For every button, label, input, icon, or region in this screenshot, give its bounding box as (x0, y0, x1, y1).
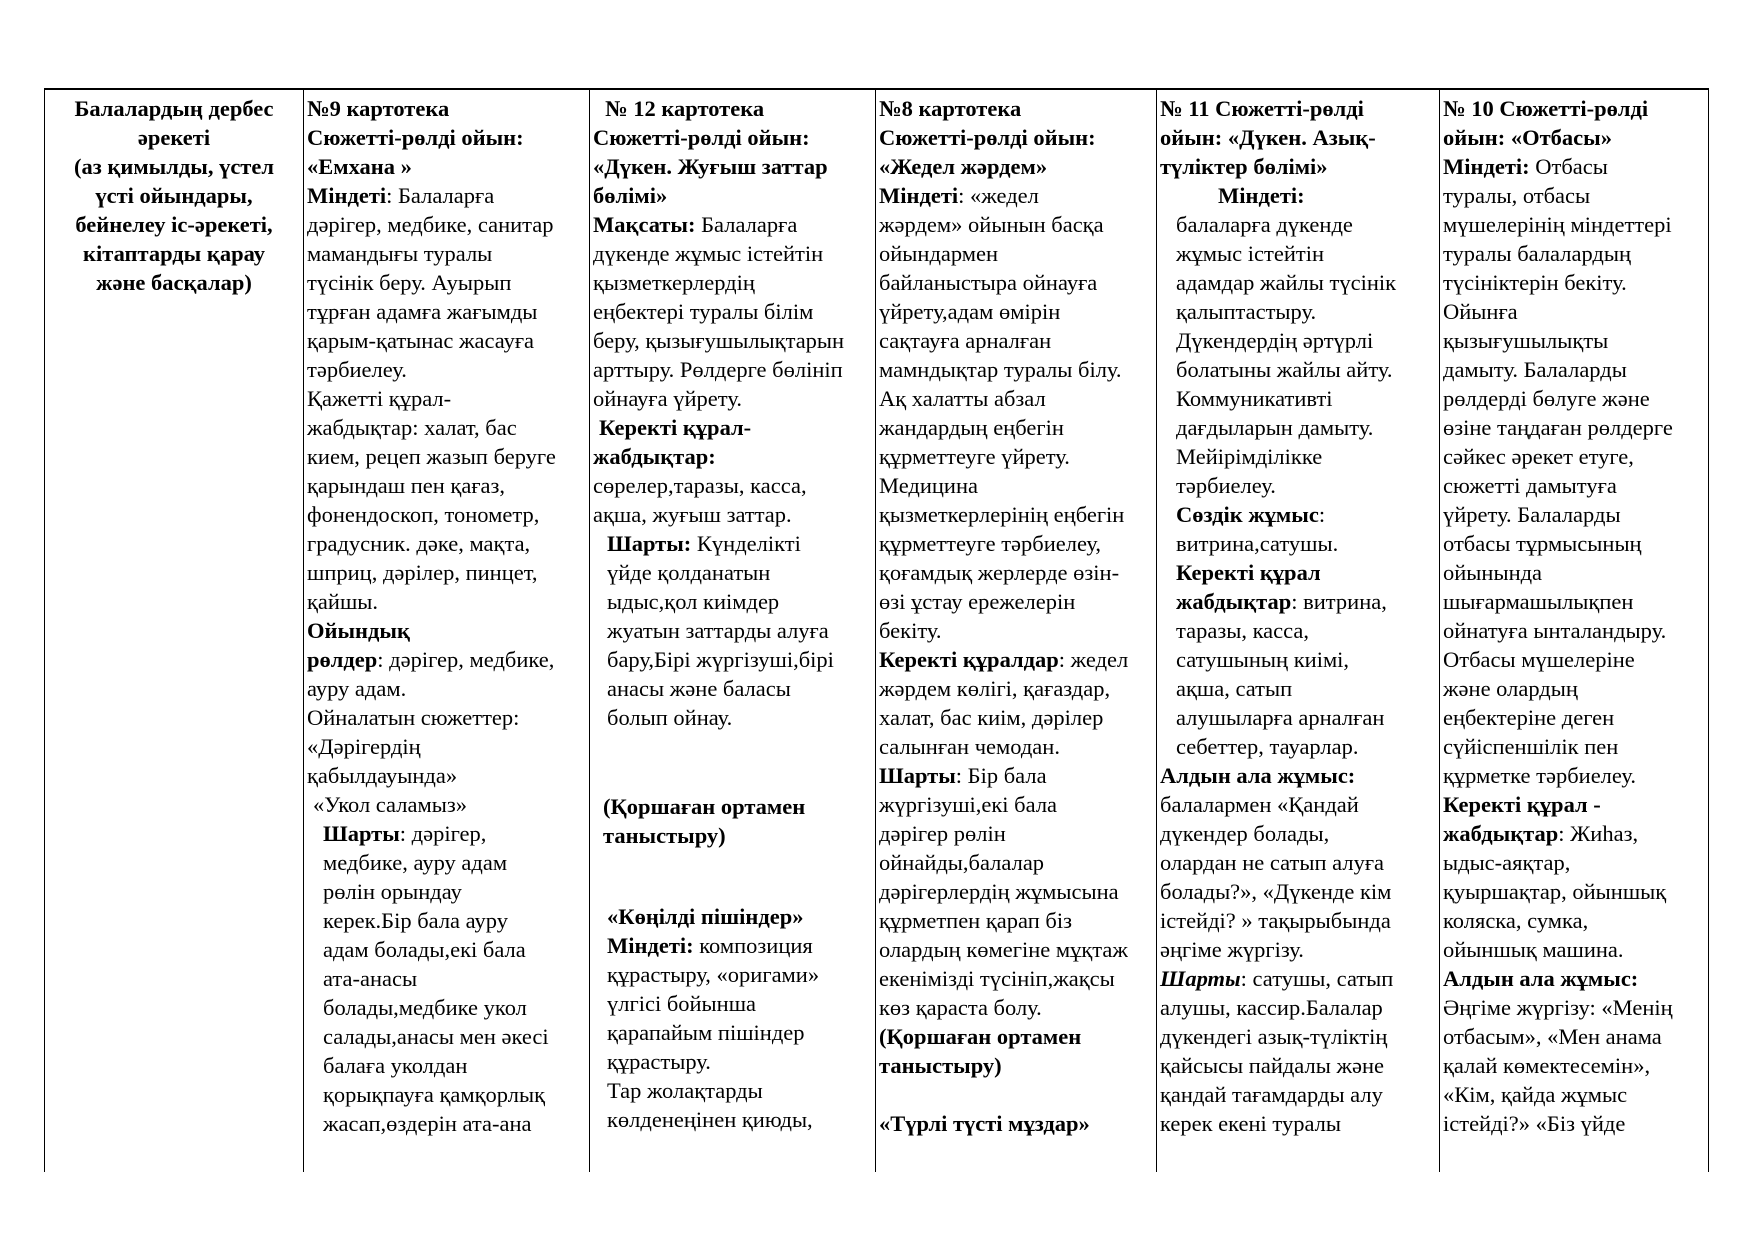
text-line: ойнатуға ынталандыру. (1443, 618, 1667, 643)
col1-line: (аз қимылды, үстел (74, 154, 274, 179)
section-label: (Қоршаған ортамен (879, 1024, 1082, 1049)
text-line: қорықпауға қамқорлық (323, 1082, 546, 1107)
text-line: дүкенде жұмыс істейтін (593, 241, 824, 266)
text-line: үйрету,адам өмірін (879, 299, 1061, 324)
text-line: «Укол саламыз» (313, 792, 467, 817)
text-line: сюжетті дамытуға (1443, 473, 1617, 498)
column-card-8 (875, 90, 1156, 1172)
text-line: : Балаларға (386, 183, 495, 208)
text-line: Тар жолақтарды (607, 1078, 763, 1103)
text-line: : витрина, (1291, 589, 1387, 614)
text-line: туралы, отбасы (1443, 183, 1591, 208)
equipment-label: Керекті құрал- (599, 415, 752, 440)
card-title: № 12 картотека (605, 96, 765, 121)
text-line: медбике, ауру адам (323, 850, 508, 875)
text-line: қызметкерлердің (593, 270, 755, 295)
text-line: түсінік беру. Ауырып (307, 270, 512, 295)
text-line: Ойналатын сюжеттер: (307, 705, 520, 730)
equipment-label: Керекті құрал (1176, 560, 1321, 585)
game-title: «Түрлі түсті мұздар» (879, 1111, 1090, 1136)
text-line: үйрету. Балаларды (1443, 502, 1621, 527)
game-name: түліктер бөлімі» (1160, 154, 1328, 179)
card-title: №9 картотека (307, 96, 450, 121)
text-line: Ойынға (1443, 299, 1518, 324)
card-subtitle: ойын: «Дүкен. Азық- (1160, 125, 1376, 150)
column-card-11 (1156, 90, 1439, 1172)
text-line: олардан не сатып алуға (1160, 850, 1385, 875)
col1-line: кітаптарды қарау (83, 241, 265, 266)
text-line: қайшы. (307, 589, 379, 614)
text-line: дәрігерлердің жұмысына (879, 879, 1119, 904)
text-line: сүйіспеншілік пен (1443, 734, 1619, 759)
text-line: шприц, дәрілер, пинцет, (307, 560, 538, 585)
text-line: сәйкес әрекет етуге, (1443, 444, 1634, 469)
text-line: түсініктерін бекіту. (1443, 270, 1627, 295)
text-line: екенімізді түсініп,жақсы (879, 966, 1115, 991)
text-line: Медицина (879, 473, 978, 498)
text-line: жуатын заттарды алуға (607, 618, 829, 643)
equipment-label: Керекті құрал - (1443, 792, 1601, 817)
text-line: қалай көмектесемін», (1443, 1053, 1651, 1078)
equipment-label: жабдықтар: (593, 444, 716, 469)
text-line: жұмыс істейтін (1176, 241, 1324, 266)
text-line: қайсысы пайдалы және (1160, 1053, 1385, 1078)
text-line: дүкендегі азық-түліктің (1160, 1024, 1388, 1049)
text-line: ақша, сатып (1176, 676, 1293, 701)
preparation-label: Алдын ала жұмыс: (1443, 966, 1639, 991)
text-line: дағдыларын дамыту. (1176, 415, 1374, 440)
text-line: салады,анасы мен әкесі (323, 1024, 549, 1049)
condition-label: Шарты (1160, 966, 1241, 991)
text-line: қызығушылықты (1443, 328, 1609, 353)
text-line: және олардың (1443, 676, 1578, 701)
text-line: Әңгіме жүргізу: «Менің (1443, 995, 1673, 1020)
text-line: жандардың еңбегін (879, 415, 1064, 440)
text-line: мамндықтар туралы білу. (879, 357, 1122, 382)
text-line: керек.Бір бала ауру (323, 908, 508, 933)
text-line: дүкендер болады, (1160, 821, 1330, 846)
text-line: : жедел (1058, 647, 1129, 672)
text-line: алушыларға арналған (1176, 705, 1385, 730)
text-line: қарапайым пішіндер (607, 1020, 805, 1045)
col1-line: бейнелеу іс-әрекеті, (75, 212, 273, 237)
text-line: адамдар жайлы түсінік (1176, 270, 1397, 295)
text-line: отбасым», «Мен анама (1443, 1024, 1662, 1049)
text-line: құрастыру. (607, 1049, 711, 1074)
text-line: қарым-қатынас жасауға (307, 328, 535, 353)
text-line: құрметтеуге үйрету. (879, 444, 1070, 469)
text-line: істейді? » тақырыбында (1160, 908, 1391, 933)
text-line: ойнайды,балалар (879, 850, 1045, 875)
text-line: дамыту. Балаларды (1443, 357, 1627, 382)
text-line: «Дәрігердің (307, 734, 421, 759)
text-line: : (1318, 502, 1326, 527)
text-line: ақша, жуғыш заттар. (593, 502, 792, 527)
text-line: керек екені туралы (1160, 1111, 1341, 1136)
equipment-label: жабдықтар (1176, 589, 1292, 614)
game-name: бөлімі» (593, 183, 668, 208)
card-subtitle: Сюжетті-рөлді ойын: (307, 125, 524, 150)
equipment-label: Керекті құралдар (879, 647, 1059, 672)
text-line: халат, бас киім, дәрілер (879, 705, 1104, 730)
text-line: : «жедел (958, 183, 1039, 208)
col1-line: әрекеті (137, 125, 211, 150)
text-line: дәрігер рөлін (879, 821, 1006, 846)
text-line: композиция (693, 933, 813, 958)
condition-label: Шарты (879, 763, 956, 788)
text-line: олардың көмегіне мұқтаж (879, 937, 1128, 962)
text-line: ойнауға үйрету. (593, 386, 742, 411)
text-line: тәрбиелеу. (307, 357, 407, 382)
condition-label: Шарты: (607, 531, 692, 556)
column-independent-activity (44, 90, 303, 1172)
text-line: жәрдем» ойынын басқа (879, 212, 1104, 237)
text-line: қарындаш пен қағаз, (307, 473, 506, 498)
text-line: Ақ халатты абзал (879, 386, 1046, 411)
text-line: ойындармен (879, 241, 999, 266)
task-label: Міндеті (879, 183, 959, 208)
text-line: ойыншық машина. (1443, 937, 1624, 962)
text-line: әңгіме жүргізу. (1160, 937, 1304, 962)
text-line: істейді?» «Біз үйде (1443, 1111, 1626, 1136)
text-line: тұрған адамға жағымды (307, 299, 538, 324)
task-label: Міндеті: (1443, 154, 1530, 179)
text-line: бару,Бірі жүргізуші,бірі (607, 647, 834, 672)
card-subtitle: Сюжетті-рөлді ойын: (593, 125, 810, 150)
text-line: анасы және баласы (607, 676, 791, 701)
text-line: өзіне таңдаған рөлдерге (1443, 415, 1673, 440)
column-card-9 (303, 90, 589, 1172)
goal-label: Мақсаты: (593, 212, 696, 237)
plan-table (44, 88, 1709, 1172)
text-line: Отбасы мүшелеріне (1443, 647, 1635, 672)
text-line: еңбектері туралы білім (593, 299, 814, 324)
text-line: мамандығы туралы (307, 241, 493, 266)
text-line: қандай тағамдарды алу (1160, 1082, 1383, 1107)
text-line: себеттер, тауарлар. (1176, 734, 1359, 759)
text-line: Күнделікті (691, 531, 801, 556)
text-line: ыдыс-аяқтар, (1443, 850, 1571, 875)
text-line: ойынында (1443, 560, 1543, 585)
text-line: таразы, касса, (1176, 618, 1310, 643)
text-line: сатушының киімі, (1176, 647, 1350, 672)
text-line: құрастыру, «оригами» (607, 962, 820, 987)
text-line: жүргізуші,екі бала (879, 792, 1058, 817)
text-line: : Жиһаз, (1558, 821, 1639, 846)
text-line: беру, қызығушылықтарын (593, 328, 845, 353)
column-card-10 (1439, 90, 1709, 1172)
text-line: фонендоскоп, тонометр, (307, 502, 540, 527)
text-line: арттыру. Рөлдерге бөлініп (593, 357, 843, 382)
text-line: байланыстыра ойнауға (879, 270, 1098, 295)
text-line: адам болады,екі бала (323, 937, 526, 962)
text-line: Отбасы (1529, 154, 1608, 179)
task-label: Міндеті (307, 183, 387, 208)
text-line: : дәрігер, медбике, (377, 647, 555, 672)
text-line: болады,медбике укол (323, 995, 527, 1020)
equipment-label: жабдықтар (1443, 821, 1559, 846)
card-title: № 10 Сюжетті-рөлді (1443, 96, 1649, 121)
preparation-label: Алдын ала жұмыс: (1160, 763, 1356, 788)
text-line: : дәрігер, (399, 821, 487, 846)
text-line: балаларға дүкенде (1176, 212, 1353, 237)
text-line: жабдықтар: халат, бас (307, 415, 517, 440)
section-label: таныстыру) (879, 1053, 1002, 1078)
text-line: мүшелерінің міндеттері (1443, 212, 1672, 237)
text-line: қоғамдық жерлерде өзін- (879, 560, 1120, 585)
col1-line: үсті ойындары, (95, 183, 253, 208)
task-label: Міндеті: (1218, 183, 1305, 208)
text-line: салынған чемодан. (879, 734, 1060, 759)
text-line: тәрбиелеу. (1176, 473, 1276, 498)
text-line: ауру адам. (307, 676, 407, 701)
text-line: балаға уколдан (323, 1053, 468, 1078)
col1-line: Балалардың дербес (74, 96, 274, 121)
text-line: рөлдерді бөлуге және (1443, 386, 1650, 411)
text-line: құрметке тәрбиелеу. (1443, 763, 1636, 788)
col1-line: және басқалар) (96, 270, 252, 295)
text-line: сөрелер,таразы, касса, (593, 473, 807, 498)
game-name: ойын: «Отбасы» (1443, 125, 1612, 150)
text-line: еңбектеріне деген (1443, 705, 1615, 730)
text-line: үйде қолданатын (607, 560, 771, 585)
roles-label: рөлдер (307, 647, 378, 672)
text-line: үлгісі бойынша (607, 991, 757, 1016)
card-subtitle: Сюжетті-рөлді ойын: (879, 125, 1096, 150)
text-line: жәрдем көлігі, қағаздар, (879, 676, 1111, 701)
text-line: витрина,сатушы. (1176, 531, 1339, 556)
section-label: таныстыру) (603, 823, 726, 848)
text-line: құрметтеуге тәрбиелеу, (879, 531, 1102, 556)
card-title: № 11 Сюжетті-рөлді (1160, 96, 1364, 121)
text-line: алушы, кассир.Балалар (1160, 995, 1383, 1020)
vocabulary-label: Сөздік жұмыс (1176, 502, 1319, 527)
game-name: «Емхана » (307, 154, 412, 179)
text-line: отбасы тұрмысының (1443, 531, 1642, 556)
text-line: қалыптастыру. (1176, 299, 1317, 324)
task-label: Міндеті: (607, 933, 694, 958)
text-line: қызметкерлерінің еңбегін (879, 502, 1125, 527)
game-name: «Дүкен. Жуғыш заттар (593, 154, 828, 179)
text-line: кием, рецеп жазып беруге (307, 444, 556, 469)
text-line: Дүкендердің әртүрлі (1176, 328, 1374, 353)
roles-label: Ойындық (307, 618, 410, 643)
text-line: : сатушы, сатып (1240, 966, 1394, 991)
text-line: Балаларға (695, 212, 798, 237)
text-line: қуыршақтар, ойыншық (1443, 879, 1667, 904)
text-line: болады?», «Дүкенде кім (1160, 879, 1392, 904)
text-line: қабылдауында» (307, 763, 458, 788)
text-line: болатыны жайлы айту. (1176, 357, 1393, 382)
text-line: Коммуникативті (1176, 386, 1333, 411)
text-line: өзі ұстау ережелерін (879, 589, 1076, 614)
column-card-12 (589, 90, 875, 1172)
text-line: Қажетті құрал- (307, 386, 452, 411)
text-line: туралы балалардың (1443, 241, 1632, 266)
text-line: : Бір бала (955, 763, 1047, 788)
game-name: «Жедел жәрдем» (879, 154, 1048, 179)
text-line: ыдыс,қол киімдер (607, 589, 780, 614)
text-line: балалармен «Қандай (1160, 792, 1359, 817)
text-line: рөлін орындау (323, 879, 462, 904)
text-line: шығармашылықпен (1443, 589, 1634, 614)
text-line: «Кім, қайда жұмыс (1443, 1082, 1628, 1107)
text-line: ата-анасы (323, 966, 418, 991)
text-line: құрметпен қарап біз (879, 908, 1072, 933)
text-line: дәрігер, медбике, санитар (307, 212, 554, 237)
text-line: коляска, сумка, (1443, 908, 1589, 933)
text-line: болып ойнау. (607, 705, 733, 730)
text-line: бекіту. (879, 618, 942, 643)
text-line: көз қараста болу. (879, 995, 1042, 1020)
text-line: сақтауға арналған (879, 328, 1052, 353)
game-title: «Көңілді пішіндер» (607, 904, 804, 929)
text-line: көлденеңінен қиюды, (607, 1107, 813, 1132)
text-line: Мейірімділікке (1176, 444, 1323, 469)
section-label: (Қоршаған ортамен (603, 794, 806, 819)
text-line: градусник. дәке, мақта, (307, 531, 531, 556)
card-title: №8 картотека (879, 96, 1022, 121)
condition-label: Шарты (323, 821, 400, 846)
text-line: жасап,өздерін ата-ана (323, 1111, 532, 1136)
